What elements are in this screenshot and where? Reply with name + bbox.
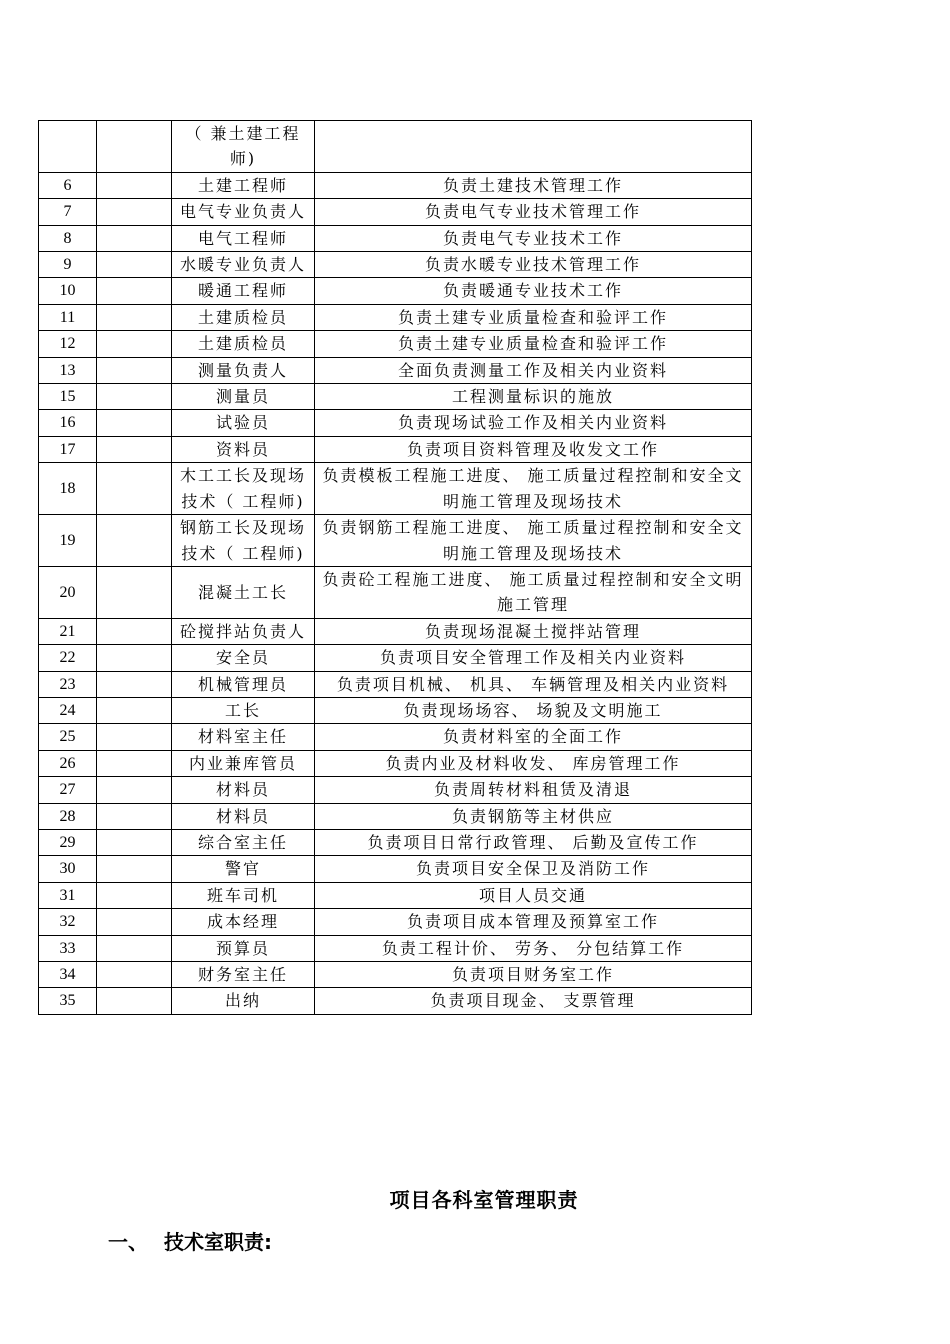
table-row <box>39 463 752 515</box>
number-cell: 30 <box>39 856 97 882</box>
department-cell <box>97 225 172 251</box>
role-cell: （ 兼土建工程师) <box>172 121 315 173</box>
table-row <box>39 724 752 750</box>
duty-cell: 工程测量标识的施放 <box>315 384 752 410</box>
duty-cell: 负责电气专业技术管理工作 <box>315 199 752 225</box>
department-cell <box>97 618 172 644</box>
table-row <box>39 331 752 357</box>
role-cell: 内业兼库管员 <box>172 750 315 776</box>
department-cell <box>97 829 172 855</box>
table-row <box>39 988 752 1014</box>
number-cell: 13 <box>39 357 97 383</box>
department-cell <box>97 671 172 697</box>
number-cell: 20 <box>39 566 97 618</box>
number-cell: 31 <box>39 882 97 908</box>
duty-cell: 负责电气专业技术工作 <box>315 225 752 251</box>
table-row <box>39 172 752 198</box>
number-cell: 8 <box>39 225 97 251</box>
table-row <box>39 697 752 723</box>
number-cell: 27 <box>39 777 97 803</box>
role-cell: 土建质检员 <box>172 331 315 357</box>
role-cell: 成本经理 <box>172 909 315 935</box>
duty-cell: 负责项目安全保卫及消防工作 <box>315 856 752 882</box>
department-cell <box>97 803 172 829</box>
role-cell: 材料员 <box>172 777 315 803</box>
role-cell: 综合室主任 <box>172 829 315 855</box>
number-cell: 25 <box>39 724 97 750</box>
number-cell: 28 <box>39 803 97 829</box>
role-cell: 警官 <box>172 856 315 882</box>
duty-cell: 负责项目机械、 机具、 车辆管理及相关内业资料 <box>315 671 752 697</box>
duty-cell: 负责模板工程施工进度、 施工质量过程控制和安全文明施工管理及现场技术 <box>315 463 752 515</box>
role-cell: 暖通工程师 <box>172 278 315 304</box>
number-cell: 22 <box>39 645 97 671</box>
department-cell <box>97 750 172 776</box>
number-cell: 6 <box>39 172 97 198</box>
role-cell: 混凝土工长 <box>172 566 315 618</box>
department-cell <box>97 988 172 1014</box>
table-row <box>39 803 752 829</box>
number-cell: 7 <box>39 199 97 225</box>
number-cell: 12 <box>39 331 97 357</box>
number-cell <box>39 121 97 173</box>
number-cell: 16 <box>39 410 97 436</box>
table-row <box>39 384 752 410</box>
page-heading: 项目各科室管理职责 <box>389 1188 579 1212</box>
duty-cell: 负责砼工程施工进度、 施工质量过程控制和安全文明施工管理 <box>315 566 752 618</box>
role-cell: 材料员 <box>172 803 315 829</box>
number-cell: 33 <box>39 935 97 961</box>
duty-cell: 负责土建专业质量检查和验评工作 <box>315 304 752 330</box>
table-row <box>39 199 752 225</box>
role-cell: 电气专业负责人 <box>172 199 315 225</box>
role-cell: 钢筋工长及现场技术（ 工程师) <box>172 515 315 567</box>
number-cell: 24 <box>39 697 97 723</box>
number-cell: 17 <box>39 436 97 462</box>
duty-cell: 负责工程计价、 劳务、 分包结算工作 <box>315 935 752 961</box>
department-cell <box>97 410 172 436</box>
table-row <box>39 645 752 671</box>
duty-cell: 负责土建技术管理工作 <box>315 172 752 198</box>
department-cell <box>97 436 172 462</box>
department-cell <box>97 384 172 410</box>
duty-cell: 负责项目现金、 支票管理 <box>315 988 752 1014</box>
department-cell <box>97 252 172 278</box>
department-cell <box>97 909 172 935</box>
table-row <box>39 856 752 882</box>
duty-cell: 负责项目资料管理及收发文工作 <box>315 436 752 462</box>
table-row <box>39 410 752 436</box>
duty-cell: 负责现场试验工作及相关内业资料 <box>315 410 752 436</box>
number-cell: 10 <box>39 278 97 304</box>
table-row <box>39 436 752 462</box>
role-cell: 资料员 <box>172 436 315 462</box>
duty-cell: 负责现场混凝土搅拌站管理 <box>315 618 752 644</box>
number-cell: 15 <box>39 384 97 410</box>
department-cell <box>97 645 172 671</box>
section-title <box>108 1226 272 1255</box>
duty-cell <box>315 121 752 173</box>
duty-cell: 负责周转材料租赁及清退 <box>315 777 752 803</box>
table-row <box>39 882 752 908</box>
number-cell: 9 <box>39 252 97 278</box>
role-cell: 土建质检员 <box>172 304 315 330</box>
section-marker: 一、 <box>108 1230 148 1254</box>
table-row <box>39 225 752 251</box>
department-cell <box>97 882 172 908</box>
duty-cell: 负责项目财务室工作 <box>315 962 752 988</box>
duty-cell: 负责项目日常行政管理、 后勤及宣传工作 <box>315 829 752 855</box>
number-cell: 29 <box>39 829 97 855</box>
department-cell <box>97 724 172 750</box>
role-cell: 土建工程师 <box>172 172 315 198</box>
department-cell <box>97 199 172 225</box>
department-cell <box>97 304 172 330</box>
table-row <box>39 252 752 278</box>
role-cell: 财务室主任 <box>172 962 315 988</box>
department-cell <box>97 463 172 515</box>
role-cell: 测量员 <box>172 384 315 410</box>
role-cell: 试验员 <box>172 410 315 436</box>
table-row <box>39 909 752 935</box>
role-cell: 出纳 <box>172 988 315 1014</box>
department-cell <box>97 172 172 198</box>
duty-cell: 负责项目安全管理工作及相关内业资料 <box>315 645 752 671</box>
duty-cell: 项目人员交通 <box>315 882 752 908</box>
department-cell <box>97 357 172 383</box>
duty-cell: 负责钢筋工程施工进度、 施工质量过程控制和安全文明施工管理及现场技术 <box>315 515 752 567</box>
table-row <box>39 829 752 855</box>
table-row <box>39 750 752 776</box>
duty-cell: 负责现场场容、 场貌及文明施工 <box>315 697 752 723</box>
duty-cell: 负责暖通专业技术工作 <box>315 278 752 304</box>
table-row <box>39 962 752 988</box>
number-cell: 21 <box>39 618 97 644</box>
table-row <box>39 777 752 803</box>
role-cell: 材料室主任 <box>172 724 315 750</box>
department-cell <box>97 856 172 882</box>
role-cell: 电气工程师 <box>172 225 315 251</box>
role-cell: 工长 <box>172 697 315 723</box>
role-cell: 机械管理员 <box>172 671 315 697</box>
roles-table-body <box>39 121 752 1015</box>
table-row <box>39 278 752 304</box>
duty-cell: 负责项目成本管理及预算室工作 <box>315 909 752 935</box>
role-cell: 班车司机 <box>172 882 315 908</box>
role-cell: 水暖专业负责人 <box>172 252 315 278</box>
department-cell <box>97 566 172 618</box>
table-row <box>39 304 752 330</box>
department-cell <box>97 331 172 357</box>
role-cell: 木工工长及现场技术（ 工程师) <box>172 463 315 515</box>
number-cell: 18 <box>39 463 97 515</box>
duty-cell: 负责内业及材料收发、 库房管理工作 <box>315 750 752 776</box>
table-row <box>39 671 752 697</box>
table-row <box>39 618 752 644</box>
number-cell: 35 <box>39 988 97 1014</box>
number-cell: 11 <box>39 304 97 330</box>
table-row <box>39 935 752 961</box>
number-cell: 23 <box>39 671 97 697</box>
department-cell <box>97 515 172 567</box>
department-cell <box>97 962 172 988</box>
number-cell: 26 <box>39 750 97 776</box>
roles-table <box>38 120 752 1015</box>
table-row <box>39 566 752 618</box>
role-cell: 安全员 <box>172 645 315 671</box>
role-cell: 砼搅拌站负责人 <box>172 618 315 644</box>
section-title-text: 技术室职责: <box>164 1230 272 1254</box>
role-cell: 预算员 <box>172 935 315 961</box>
number-cell: 19 <box>39 515 97 567</box>
number-cell: 34 <box>39 962 97 988</box>
table-row <box>39 357 752 383</box>
duty-cell: 负责水暖专业技术管理工作 <box>315 252 752 278</box>
department-cell <box>97 697 172 723</box>
role-cell: 测量负责人 <box>172 357 315 383</box>
duty-cell: 全面负责测量工作及相关内业资料 <box>315 357 752 383</box>
table-row <box>39 515 752 567</box>
department-cell <box>97 278 172 304</box>
table-row <box>39 121 752 173</box>
department-cell <box>97 777 172 803</box>
department-cell <box>97 121 172 173</box>
duty-cell: 负责钢筋等主材供应 <box>315 803 752 829</box>
department-cell <box>97 935 172 961</box>
duty-cell: 负责土建专业质量检查和验评工作 <box>315 331 752 357</box>
number-cell: 32 <box>39 909 97 935</box>
duty-cell: 负责材料室的全面工作 <box>315 724 752 750</box>
